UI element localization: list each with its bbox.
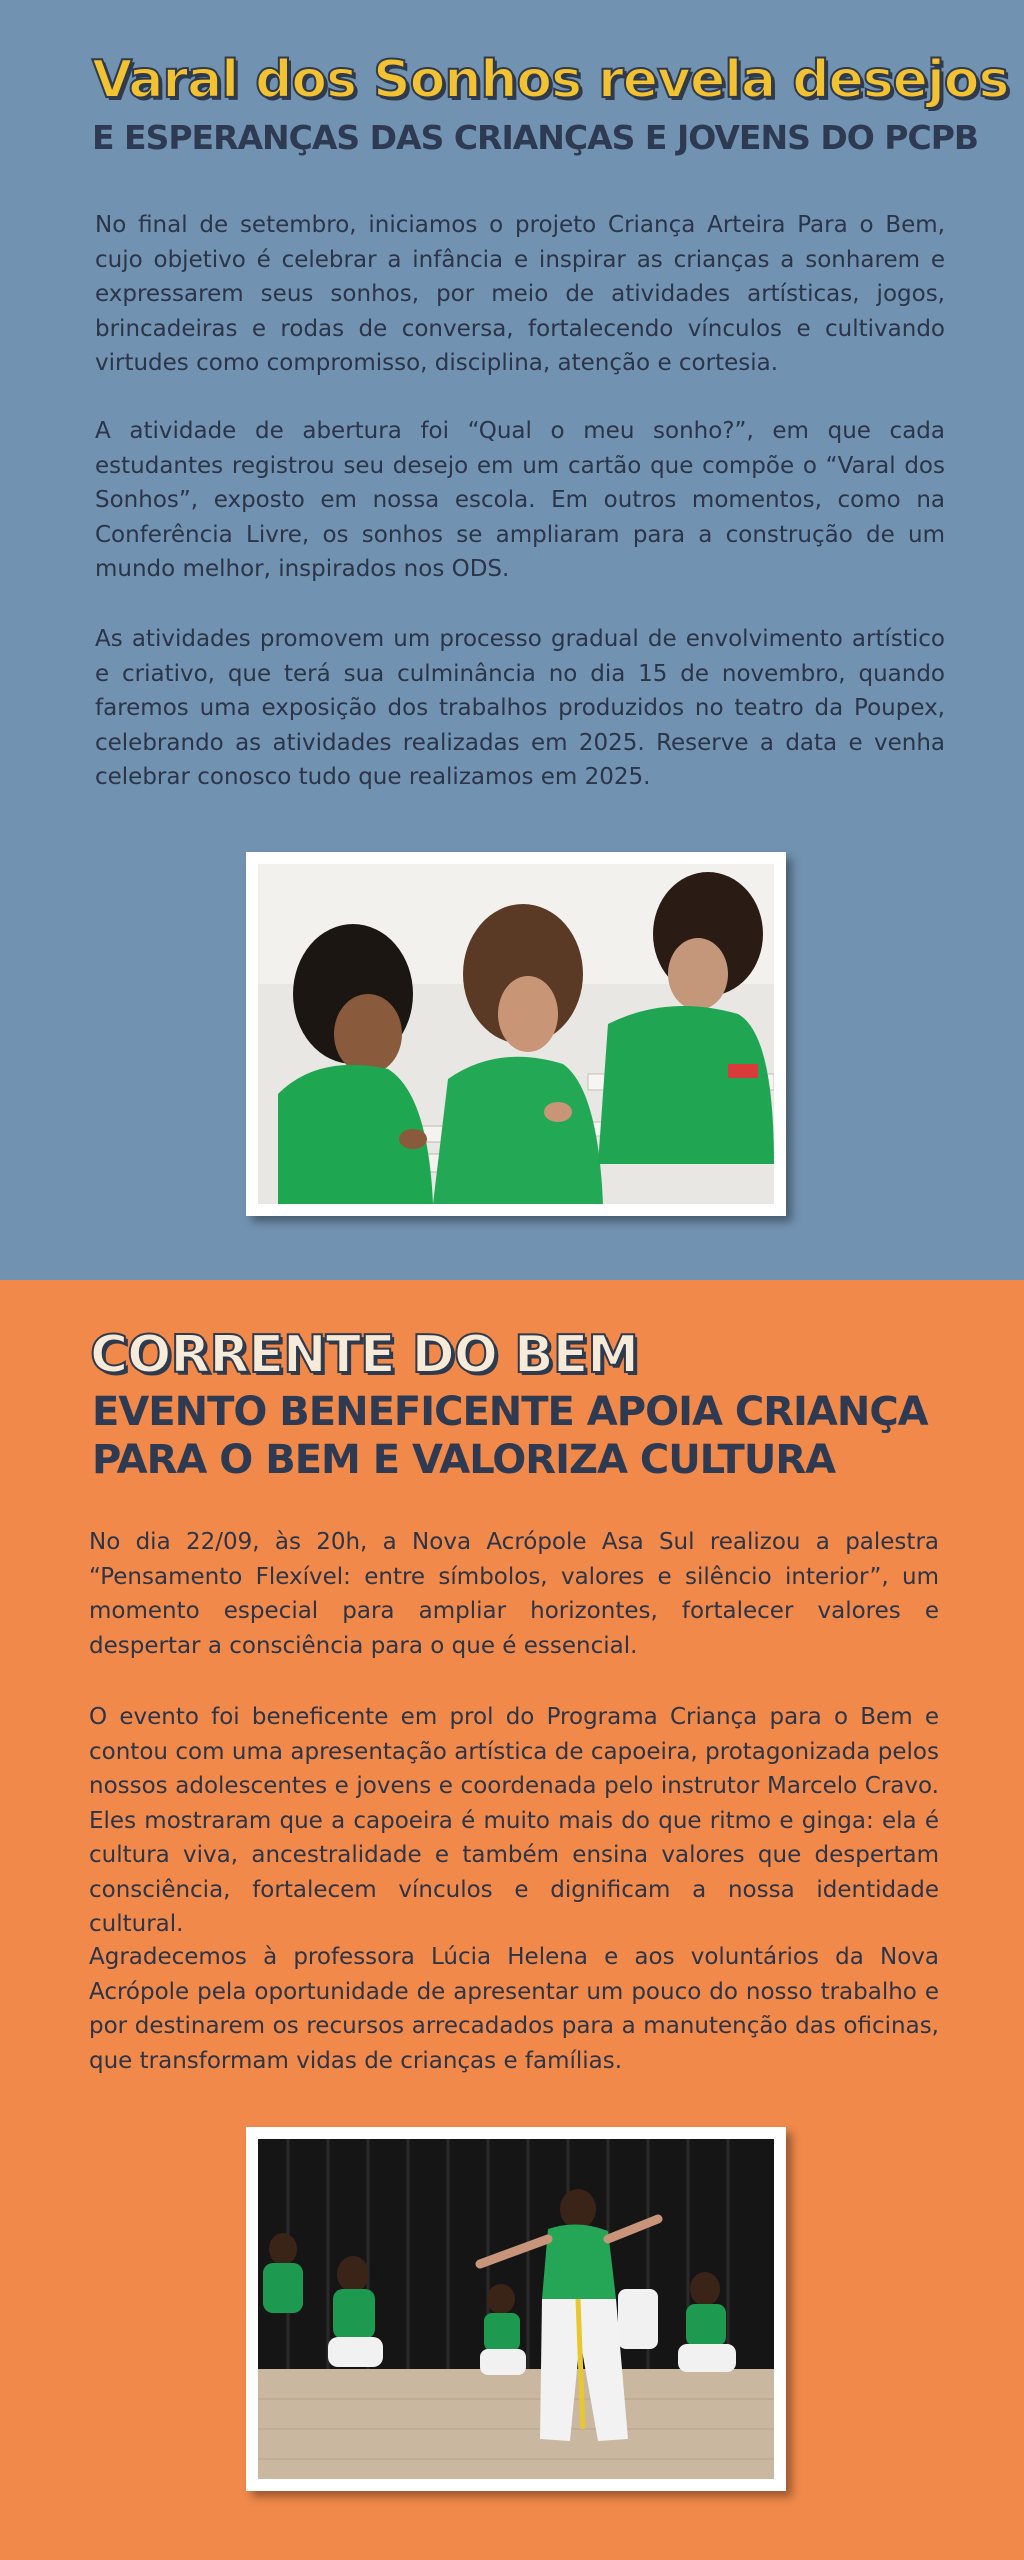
corrente-paragraph-3: Agradecemos à professora Lúcia Helena e aos voluntários da Nova Acrópole pela oportunidade de apresentar um pouco do nosso trabalho e por destinarem os recursos arrecadados para a manutenção das oficinas, que transformam vidas de crianças e famílias. (89, 1944, 939, 2074)
capoeira-performance-image (258, 2139, 774, 2479)
varal-subtitle: E ESPERANÇAS DAS CRIANÇAS E JOVENS DO PCPB (92, 118, 979, 157)
students-writing-photo (246, 852, 786, 1216)
corrente-subtitle-line-1: EVENTO BENEFICENTE APOIA CRIANÇA (92, 1389, 928, 1435)
students-writing-image (258, 864, 774, 1204)
corrente-subtitle-line-2: PARA O BEM E VALORIZA CULTURA (92, 1437, 836, 1483)
corrente-paragraph-1: No dia 22/09, às 20h, a Nova Acrópole Asa Sul realizou a palestra “Pensamento Flexível: entre símbolos, valores e silêncio interior”, um momento especial para ampliar horizontes, fortalecer valores e despertar a consciência para o que é essencial. (89, 1529, 939, 1659)
varal-title: Varal dos Sonhos revela desejos (92, 50, 1009, 110)
corrente-title: CORRENTE DO BEM (90, 1325, 638, 1385)
corrente-subtitle (92, 1388, 928, 1484)
varal-paragraph-1: No final de setembro, iniciamos o projeto Criança Arteira Para o Bem, cujo objetivo é celebrar a infância e inspirar as crianças a sonharem e expressarem seus sonhos, por meio de atividades artísticas, jogos, brincadeiras e rodas de conversa, fortalecendo vínculos e cultivando virtudes como compromisso, disciplina, atenção e cortesia. (95, 212, 945, 376)
capoeira-photo (246, 2127, 786, 2491)
corrente-paragraph-2: O evento foi beneficente em prol do Programa Criança para o Bem e contou com uma apresentação artística de capoeira, protagonizada pelos nossos adolescentes e jovens e coordenada pelo instrutor Marcelo Cravo. Eles mostraram que a capoeira é muito mais do que ritmo e ginga: ela é cultura viva, ancestralidade e também ensina valores que despertam consciência, fortalecem vínculos e dignificam a nossa identidade cultural. (89, 1704, 939, 1937)
varal-paragraph-3: As atividades promovem um processo gradual de envolvimento artístico e criativo, que terá sua culminância no dia 15 de novembro, quando faremos uma exposição dos trabalhos produzidos no teatro da Poupex, celebrando as atividades realizadas em 2025. Reserve a data e venha celebrar conosco tudo que realizamos em 2025. (95, 626, 945, 790)
varal-paragraph-2: A atividade de abertura foi “Qual o meu sonho?”, em que cada estudantes registrou seu desejo em um cartão que compõe o “Varal dos Sonhos”, exposto em nossa escola. Em outros momentos, como na Conferência Livre, os sonhos se ampliaram para a construção de um mundo melhor, inspirados nos ODS. (95, 418, 945, 582)
